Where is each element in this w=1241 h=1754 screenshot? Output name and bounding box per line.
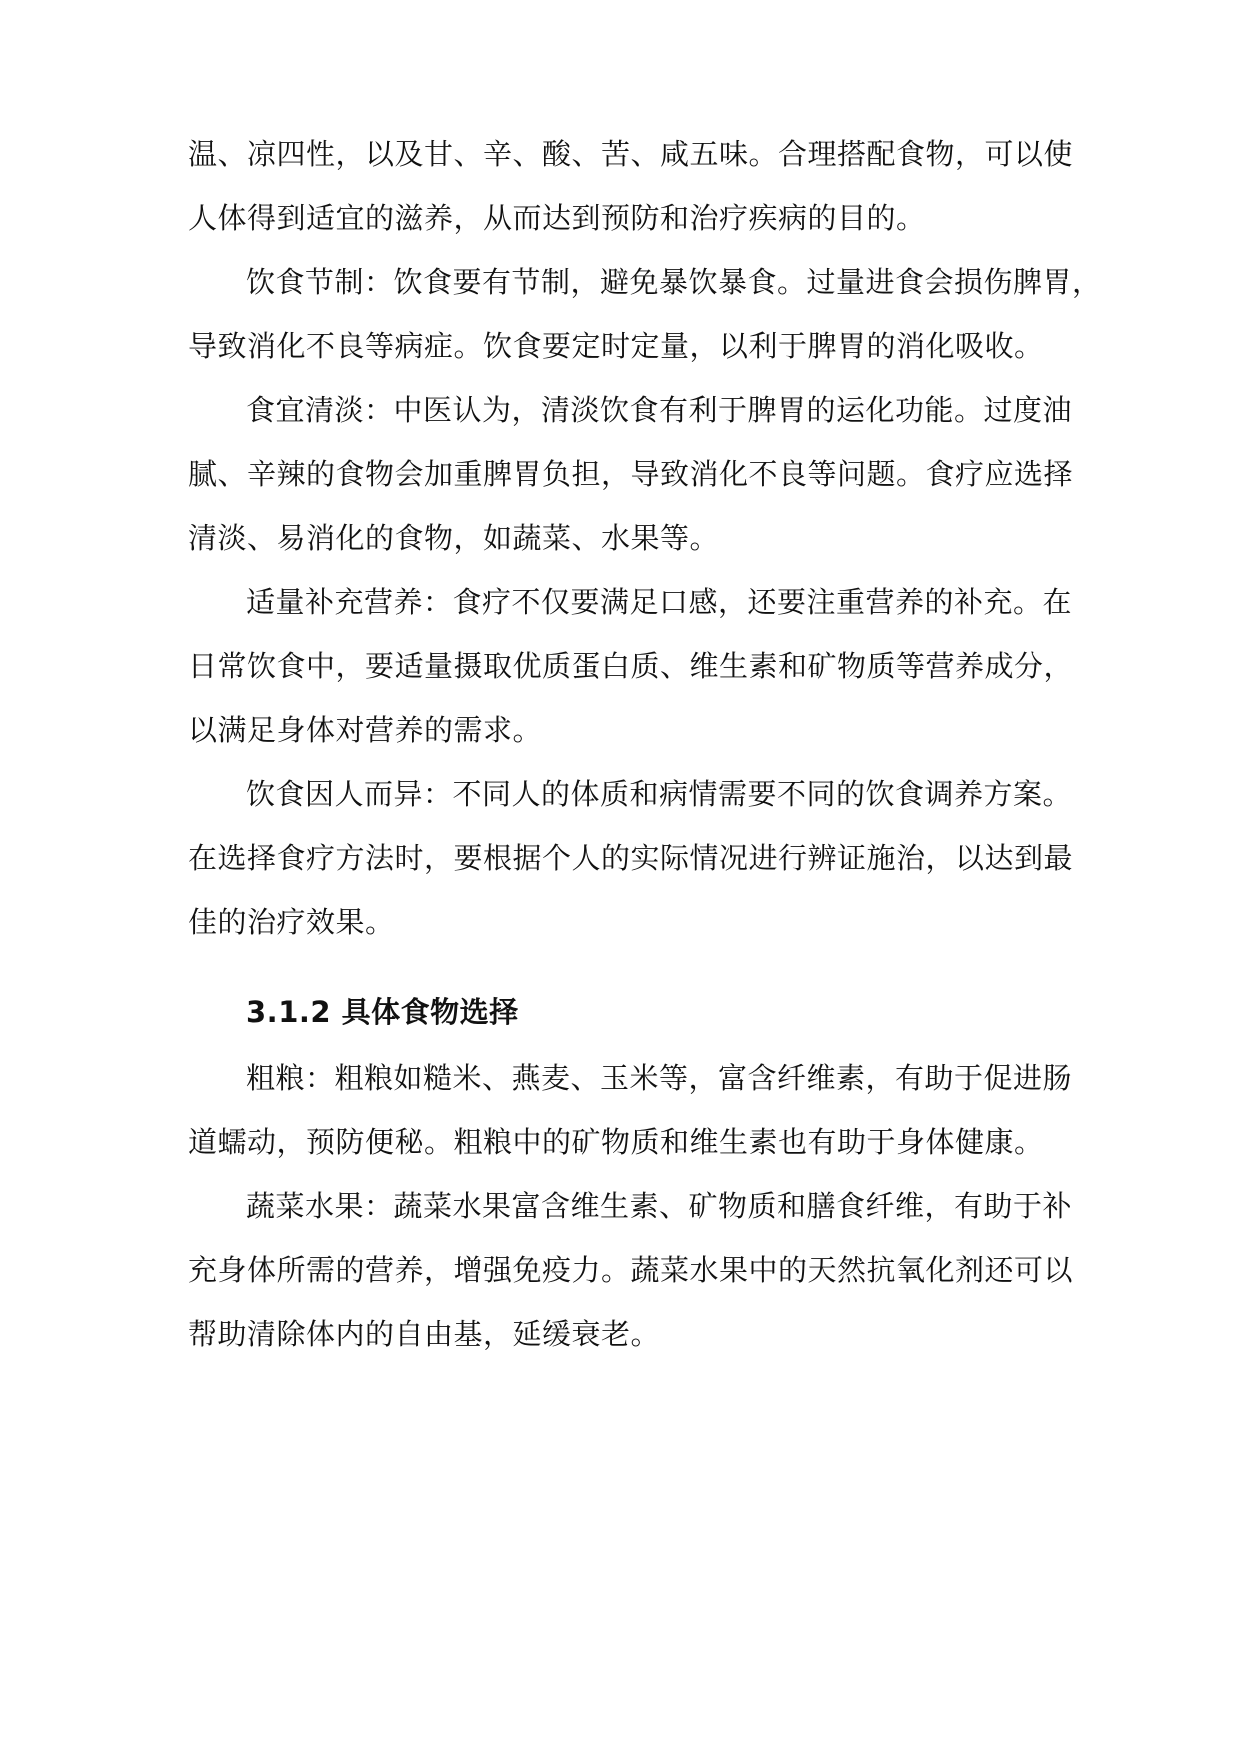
paragraph-line: 佳的治疗效果。 — [188, 905, 395, 939]
paragraph-line: 饮食节制：饮食要有节制，避免暴饮暴食。过量进食会损伤脾胃， — [246, 265, 1102, 299]
paragraph-line: 道蠕动，预防便秘。粗粮中的矿物质和维生素也有助于身体健康。 — [188, 1125, 1044, 1159]
paragraph-line: 饮食因人而异：不同人的体质和病情需要不同的饮食调养方案。 — [246, 777, 1073, 811]
paragraph-line: 腻、辛辣的食物会加重脾胃负担，导致消化不良等问题。食疗应选择 — [188, 457, 1074, 491]
paragraph-line: 温、凉四性，以及甘、辛、酸、苦、咸五味。合理搭配食物，可以使 — [188, 137, 1074, 171]
paragraph-line: 粗粮：粗粮如糙米、燕麦、玉米等，富含纤维素，有助于促进肠 — [246, 1061, 1073, 1095]
paragraph-line: 充身体所需的营养，增强免疫力。蔬菜水果中的天然抗氧化剂还可以 — [188, 1253, 1074, 1287]
paragraph-line: 清淡、易消化的食物，如蔬菜、水果等。 — [188, 521, 720, 555]
section-heading: 3.1.2 具体食物选择 — [246, 995, 519, 1029]
paragraph-line: 人体得到适宜的滋养，从而达到预防和治疗疾病的目的。 — [188, 201, 926, 235]
paragraph-line: 蔬菜水果：蔬菜水果富含维生素、矿物质和膳食纤维，有助于补 — [246, 1189, 1073, 1223]
paragraph-line: 导致消化不良等病症。饮食要定时定量，以利于脾胃的消化吸收。 — [188, 329, 1044, 363]
paragraph-line: 适量补充营养：食疗不仅要满足口感，还要注重营养的补充。在 — [246, 585, 1073, 619]
paragraph-line: 日常饮食中，要适量摄取优质蛋白质、维生素和矿物质等营养成分， — [188, 649, 1074, 683]
paragraph-line: 以满足身体对营养的需求。 — [188, 713, 543, 747]
paragraph-line: 食宜清淡：中医认为，清淡饮食有利于脾胃的运化功能。过度油 — [246, 393, 1073, 427]
paragraph-line: 在选择食疗方法时，要根据个人的实际情况进行辨证施治，以达到最 — [188, 841, 1074, 875]
paragraph-line: 帮助清除体内的自由基，延缓衰老。 — [188, 1317, 661, 1351]
